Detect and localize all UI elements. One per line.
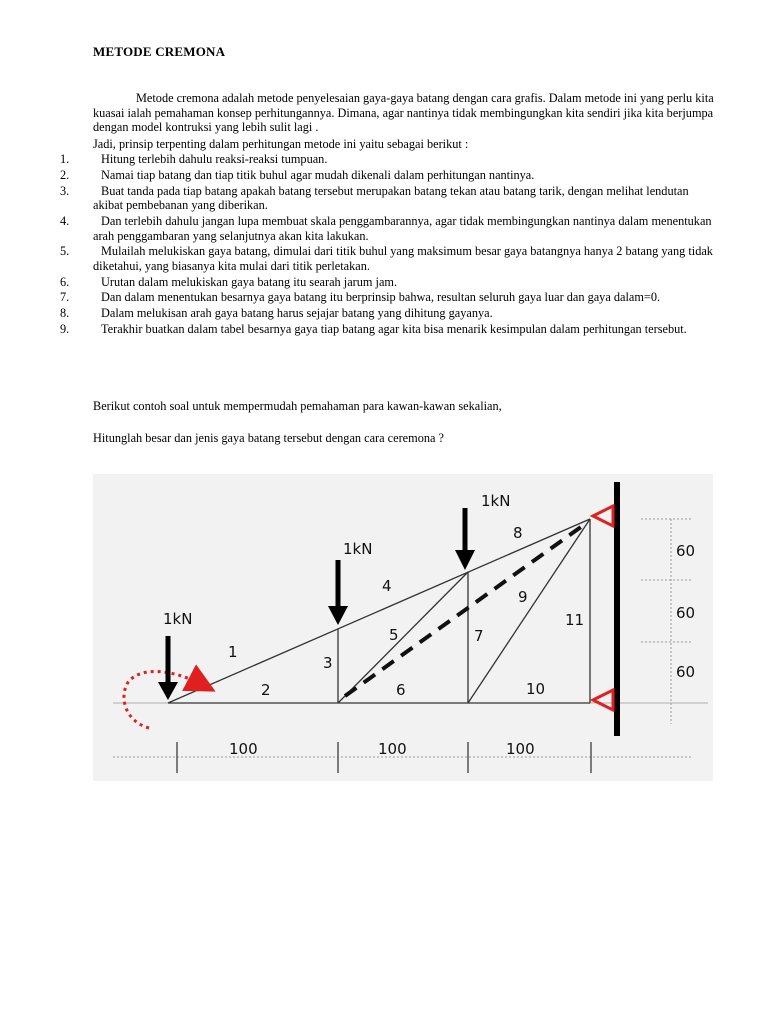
truss-figure [93,474,713,781]
list-text: Urutan dalam melukiskan gaya batang itu searah jarum jam. [101,274,398,289]
page-title: METODE CREMONA [93,44,226,59]
intro-paragraph: Metode cremona adalah metode penyelesaian gaya-gaya batang dengan cara grafis. Dalam metode ini yang perlu kita kuasai ialah pemahaman konsep perhitungannya. Dimana, agar nantinya tidak membingungkan kita sendiri jika kita berjumpa dengan model kontruksi yang lebih sulit lagi . [93,91,714,135]
lead-sentence: Jadi, prinsip terpenting dalam perhitungan metode ini yaitu sebagai berikut : [93,137,469,151]
member-label: 8 [513,524,523,542]
list-item [0,168,715,183]
member-label: 9 [518,588,528,606]
span-label: 100 [506,740,535,758]
load-label: 1kN [481,492,511,510]
height-label: 60 [676,542,696,560]
member-label: 10 [526,680,546,698]
list-number: 4. [60,213,70,228]
member-label: 2 [261,681,271,699]
height-label: 60 [676,663,696,681]
list-item [0,244,715,273]
span-label: 100 [229,740,258,758]
member-label: 1 [228,643,238,661]
list-text: Mulailah melukiskan gaya batang, dimulai dari titik buhul yang maksimum besar gaya batangnya hanya 2 batang yang tidak diketahui, yang biasanya kita mulai dari titik perletakan. [93,244,713,273]
list-text: Dan terlebih dahulu jangan lupa membuat skala penggambarannya, agar tidak membingungkan nantinya dalam menentukan arah penggambaran yang selanjutnya akan kita lakukan. [93,213,712,243]
member-label: 7 [474,627,484,645]
list-text: Namai tiap batang dan tiap titik buhul agar mudah dikenali dalam perhitungan nantinya. [101,167,535,182]
list-number: 8. [60,306,70,321]
list-item [0,306,715,321]
member-label: 5 [389,626,399,644]
list-number: 6. [60,274,70,289]
list-number: 3. [60,183,70,198]
list-text: Dan dalam menentukan besarnya gaya batang itu berprinsip bahwa, resultan seluruh gaya luar dan gaya dalam=0. [101,290,661,305]
list-item [0,152,715,167]
member-label: 4 [382,577,392,595]
steps-list [0,152,715,338]
height-label: 60 [676,604,696,622]
list-number: 7. [60,290,70,305]
list-number: 5. [60,244,70,259]
list-item [0,275,715,290]
list-text: Terakhir buatkan dalam tabel besarnya gaya tiap batang agar kita bisa menarik kesimpulan dalam perhitungan tersebut. [101,322,687,337]
list-number: 2. [60,167,70,182]
list-text: Buat tanda pada tiap batang apakah batang tersebut merupakan batang tekan atau batang tarik, dengan melihat lendutan akibat pembebanan yang diberikan. [93,183,689,213]
list-number: 1. [60,152,70,166]
member-label: 11 [565,611,585,629]
load-label: 1kN [163,610,193,628]
truss-diagram [93,474,713,781]
span-label: 100 [378,740,407,758]
list-text: Hitung terlebih dahulu reaksi-reaksi tumpuan. [101,152,328,166]
question: Hitunglah besar dan jenis gaya batang tersebut dengan cara ceremona ? [93,431,444,445]
member-label: 6 [396,681,406,699]
list-text: Dalam melukisan arah gaya batang harus sejajar batang yang dihitung gayanya. [101,306,493,321]
list-item [0,322,715,337]
load-label: 1kN [343,540,373,558]
list-item [0,290,715,305]
list-item [0,184,715,213]
member-label: 3 [323,654,333,672]
list-item [0,214,715,243]
list-number: 9. [60,322,70,337]
example-intro: Berikut contoh soal untuk mempermudah pemahaman para kawan-kawan sekalian, [93,399,502,413]
